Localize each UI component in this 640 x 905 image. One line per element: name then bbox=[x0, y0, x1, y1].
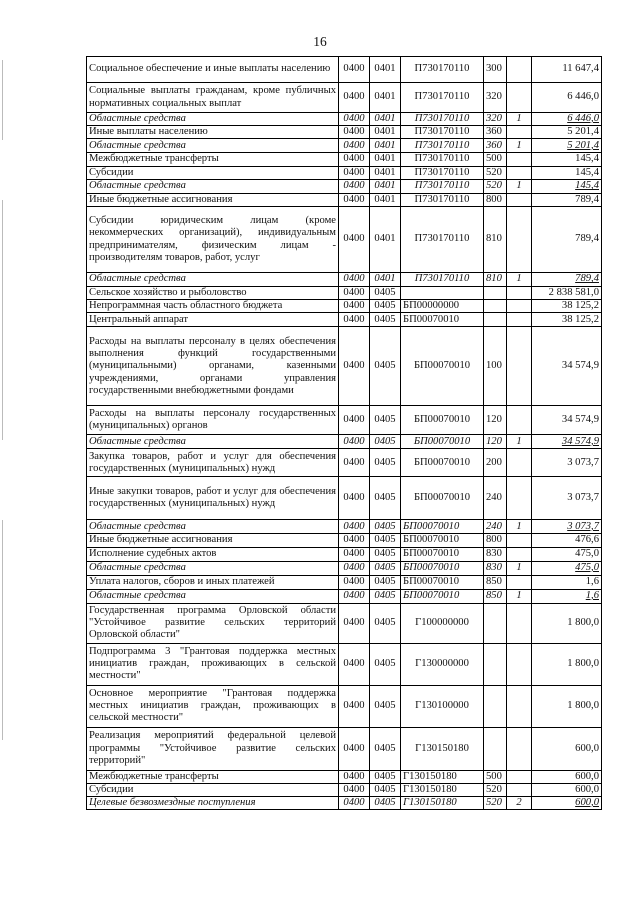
expense-type-cell: 520 bbox=[484, 783, 507, 796]
amount-cell: 475,0 bbox=[532, 561, 602, 575]
item-name-cell: Иные выплаты населению bbox=[87, 126, 339, 139]
table-row bbox=[87, 727, 602, 770]
target-article-cell: П730170110 bbox=[401, 166, 484, 179]
subsection-code-cell: 0405 bbox=[370, 770, 401, 783]
budget-table-body bbox=[87, 57, 602, 810]
item-name-cell: Областные средства bbox=[87, 520, 339, 534]
target-article-cell: БП00070010 bbox=[401, 520, 484, 534]
funding-source-cell bbox=[507, 449, 532, 477]
section-code-cell: 0400 bbox=[339, 520, 370, 534]
item-name-cell: Субсидии юридическим лицам (кроме некоммерческих организаций), индивидуальным предпринимателям, физическим лицам - производителям товаров, работ, услуг bbox=[87, 207, 339, 273]
expense-type-cell: 320 bbox=[484, 113, 507, 126]
funding-source-cell: 1 bbox=[507, 113, 532, 126]
target-article-cell: БП00070010 bbox=[401, 561, 484, 575]
target-article-cell: БП00000000 bbox=[401, 300, 484, 313]
expense-type-cell: 500 bbox=[484, 153, 507, 166]
funding-source-cell: 1 bbox=[507, 179, 532, 193]
table-row bbox=[87, 575, 602, 589]
expense-type-cell: 100 bbox=[484, 327, 507, 406]
section-code-cell: 0400 bbox=[339, 193, 370, 206]
table-row bbox=[87, 207, 602, 273]
section-code-cell: 0400 bbox=[339, 166, 370, 179]
table-row bbox=[87, 193, 602, 206]
subsection-code-cell: 0401 bbox=[370, 153, 401, 166]
subsection-code-cell: 0405 bbox=[370, 287, 401, 300]
table-row bbox=[87, 589, 602, 603]
funding-source-cell bbox=[507, 685, 532, 727]
item-name-cell: Расходы на выплаты персоналу государственных (муниципальных) органов bbox=[87, 406, 339, 435]
item-name-cell: Социальное обеспечение и иные выплаты населению bbox=[87, 57, 339, 83]
section-code-cell: 0400 bbox=[339, 561, 370, 575]
section-code-cell: 0400 bbox=[339, 139, 370, 153]
section-code-cell: 0400 bbox=[339, 449, 370, 477]
target-article-cell: П730170110 bbox=[401, 83, 484, 113]
expense-type-cell: 120 bbox=[484, 435, 507, 449]
expense-type-cell: 240 bbox=[484, 477, 507, 520]
amount-cell: 600,0 bbox=[532, 797, 602, 810]
target-article-cell: БП00070010 bbox=[401, 477, 484, 520]
section-code-cell: 0400 bbox=[339, 153, 370, 166]
item-name-cell: Непрограммная часть областного бюджета bbox=[87, 300, 339, 313]
expense-type-cell: 360 bbox=[484, 139, 507, 153]
target-article-cell: П730170110 bbox=[401, 273, 484, 287]
table-row bbox=[87, 166, 602, 179]
target-article-cell: Г100000000 bbox=[401, 603, 484, 643]
table-row bbox=[87, 547, 602, 561]
expense-type-cell: 830 bbox=[484, 561, 507, 575]
amount-cell: 6 446,0 bbox=[532, 83, 602, 113]
section-code-cell: 0400 bbox=[339, 126, 370, 139]
amount-cell: 145,4 bbox=[532, 179, 602, 193]
amount-cell: 6 446,0 bbox=[532, 113, 602, 126]
item-name-cell: Областные средства bbox=[87, 273, 339, 287]
amount-cell: 34 574,9 bbox=[532, 435, 602, 449]
table-row bbox=[87, 287, 602, 300]
item-name-cell: Межбюджетные трансферты bbox=[87, 153, 339, 166]
subsection-code-cell: 0405 bbox=[370, 589, 401, 603]
item-name-cell: Реализация мероприятий федеральной целевой программы "Устойчивое развитие сельских территорий" bbox=[87, 727, 339, 770]
funding-source-cell bbox=[507, 300, 532, 313]
table-row bbox=[87, 327, 602, 406]
expense-type-cell: 850 bbox=[484, 575, 507, 589]
subsection-code-cell: 0405 bbox=[370, 603, 401, 643]
table-row bbox=[87, 273, 602, 287]
item-name-cell: Областные средства bbox=[87, 179, 339, 193]
section-code-cell: 0400 bbox=[339, 534, 370, 547]
funding-source-cell bbox=[507, 603, 532, 643]
section-code-cell: 0400 bbox=[339, 643, 370, 685]
item-name-cell: Субсидии bbox=[87, 783, 339, 796]
target-article-cell: БП00070010 bbox=[401, 435, 484, 449]
amount-cell: 1 800,0 bbox=[532, 603, 602, 643]
item-name-cell: Основное мероприятие "Грантовая поддержка местных инициатив граждан, проживающих в сельской местности" bbox=[87, 685, 339, 727]
subsection-code-cell: 0405 bbox=[370, 685, 401, 727]
expense-type-cell: 520 bbox=[484, 797, 507, 810]
amount-cell: 34 574,9 bbox=[532, 406, 602, 435]
expense-type-cell bbox=[484, 685, 507, 727]
target-article-cell: П730170110 bbox=[401, 153, 484, 166]
funding-source-cell bbox=[507, 313, 532, 327]
subsection-code-cell: 0401 bbox=[370, 179, 401, 193]
expense-type-cell: 500 bbox=[484, 770, 507, 783]
item-name-cell: Областные средства bbox=[87, 561, 339, 575]
target-article-cell: БП00070010 bbox=[401, 327, 484, 406]
amount-cell: 3 073,7 bbox=[532, 520, 602, 534]
target-article-cell: БП00070010 bbox=[401, 406, 484, 435]
expense-type-cell: 320 bbox=[484, 83, 507, 113]
section-code-cell: 0400 bbox=[339, 300, 370, 313]
item-name-cell: Закупка товаров, работ и услуг для обеспечения государственных (муниципальных) нужд bbox=[87, 449, 339, 477]
subsection-code-cell: 0405 bbox=[370, 520, 401, 534]
funding-source-cell bbox=[507, 207, 532, 273]
section-code-cell: 0400 bbox=[339, 113, 370, 126]
expense-type-cell bbox=[484, 313, 507, 327]
item-name-cell: Областные средства bbox=[87, 113, 339, 126]
amount-cell: 476,6 bbox=[532, 534, 602, 547]
amount-cell: 38 125,2 bbox=[532, 313, 602, 327]
item-name-cell: Целевые безвозмездные поступления bbox=[87, 797, 339, 810]
expense-type-cell: 800 bbox=[484, 534, 507, 547]
target-article-cell: П730170110 bbox=[401, 139, 484, 153]
table-row bbox=[87, 179, 602, 193]
target-article-cell: БП00070010 bbox=[401, 534, 484, 547]
subsection-code-cell: 0401 bbox=[370, 193, 401, 206]
target-article-cell: П730170110 bbox=[401, 57, 484, 83]
subsection-code-cell: 0405 bbox=[370, 727, 401, 770]
funding-source-cell bbox=[507, 643, 532, 685]
table-row bbox=[87, 83, 602, 113]
table-row bbox=[87, 406, 602, 435]
amount-cell: 1 800,0 bbox=[532, 643, 602, 685]
amount-cell: 600,0 bbox=[532, 770, 602, 783]
target-article-cell: П730170110 bbox=[401, 126, 484, 139]
table-row bbox=[87, 685, 602, 727]
expense-type-cell bbox=[484, 727, 507, 770]
section-code-cell: 0400 bbox=[339, 273, 370, 287]
expense-type-cell: 360 bbox=[484, 126, 507, 139]
subsection-code-cell: 0405 bbox=[370, 406, 401, 435]
table-row bbox=[87, 435, 602, 449]
subsection-code-cell: 0401 bbox=[370, 113, 401, 126]
table-row bbox=[87, 520, 602, 534]
table-row bbox=[87, 561, 602, 575]
item-name-cell: Межбюджетные трансферты bbox=[87, 770, 339, 783]
funding-source-cell bbox=[507, 477, 532, 520]
funding-source-cell bbox=[507, 575, 532, 589]
item-name-cell: Центральный аппарат bbox=[87, 313, 339, 327]
subsection-code-cell: 0401 bbox=[370, 126, 401, 139]
scan-edge-mark bbox=[2, 200, 3, 440]
expense-type-cell: 520 bbox=[484, 166, 507, 179]
subsection-code-cell: 0405 bbox=[370, 547, 401, 561]
funding-source-cell bbox=[507, 770, 532, 783]
item-name-cell: Подпрограмма 3 "Грантовая поддержка местных инициатив граждан, проживающих в сельской местности" bbox=[87, 643, 339, 685]
expense-type-cell: 800 bbox=[484, 193, 507, 206]
item-name-cell: Областные средства bbox=[87, 435, 339, 449]
item-name-cell: Социальные выплаты гражданам, кроме публичных нормативных социальных выплат bbox=[87, 83, 339, 113]
subsection-code-cell: 0405 bbox=[370, 435, 401, 449]
section-code-cell: 0400 bbox=[339, 685, 370, 727]
amount-cell: 789,4 bbox=[532, 273, 602, 287]
amount-cell: 34 574,9 bbox=[532, 327, 602, 406]
amount-cell: 38 125,2 bbox=[532, 300, 602, 313]
item-name-cell: Областные средства bbox=[87, 589, 339, 603]
scan-edge-mark bbox=[2, 60, 3, 140]
subsection-code-cell: 0405 bbox=[370, 643, 401, 685]
section-code-cell: 0400 bbox=[339, 783, 370, 796]
section-code-cell: 0400 bbox=[339, 575, 370, 589]
table-row bbox=[87, 783, 602, 796]
section-code-cell: 0400 bbox=[339, 83, 370, 113]
table-row bbox=[87, 770, 602, 783]
funding-source-cell: 1 bbox=[507, 561, 532, 575]
table-row bbox=[87, 113, 602, 126]
table-row bbox=[87, 313, 602, 327]
scan-edge-mark bbox=[2, 520, 3, 740]
target-article-cell: БП00070010 bbox=[401, 313, 484, 327]
subsection-code-cell: 0405 bbox=[370, 313, 401, 327]
expense-type-cell bbox=[484, 287, 507, 300]
expense-type-cell: 810 bbox=[484, 273, 507, 287]
table-row bbox=[87, 534, 602, 547]
item-name-cell: Государственная программа Орловской области "Устойчивое развитие сельских территорий Орловской области" bbox=[87, 603, 339, 643]
item-name-cell: Иные бюджетные ассигнования bbox=[87, 193, 339, 206]
funding-source-cell: 2 bbox=[507, 797, 532, 810]
section-code-cell: 0400 bbox=[339, 327, 370, 406]
table-row bbox=[87, 300, 602, 313]
target-article-cell: Г130150180 bbox=[401, 783, 484, 796]
funding-source-cell bbox=[507, 547, 532, 561]
target-article-cell: БП00070010 bbox=[401, 575, 484, 589]
item-name-cell: Уплата налогов, сборов и иных платежей bbox=[87, 575, 339, 589]
section-code-cell: 0400 bbox=[339, 406, 370, 435]
subsection-code-cell: 0405 bbox=[370, 477, 401, 520]
amount-cell: 11 647,4 bbox=[532, 57, 602, 83]
expense-type-cell: 520 bbox=[484, 179, 507, 193]
expense-type-cell: 240 bbox=[484, 520, 507, 534]
amount-cell: 5 201,4 bbox=[532, 139, 602, 153]
target-article-cell: БП00070010 bbox=[401, 449, 484, 477]
target-article-cell: БП00070010 bbox=[401, 589, 484, 603]
amount-cell: 3 073,7 bbox=[532, 449, 602, 477]
section-code-cell: 0400 bbox=[339, 207, 370, 273]
target-article-cell bbox=[401, 287, 484, 300]
funding-source-cell bbox=[507, 327, 532, 406]
section-code-cell: 0400 bbox=[339, 770, 370, 783]
table-row bbox=[87, 139, 602, 153]
item-name-cell: Иные закупки товаров, работ и услуг для обеспечения государственных (муниципальных) нужд bbox=[87, 477, 339, 520]
table-row bbox=[87, 477, 602, 520]
item-name-cell: Областные средства bbox=[87, 139, 339, 153]
item-name-cell: Сельское хозяйство и рыболовство bbox=[87, 287, 339, 300]
table-row bbox=[87, 57, 602, 83]
amount-cell: 789,4 bbox=[532, 193, 602, 206]
target-article-cell: Г130150180 bbox=[401, 770, 484, 783]
target-article-cell: Г130150180 bbox=[401, 797, 484, 810]
funding-source-cell: 1 bbox=[507, 520, 532, 534]
section-code-cell: 0400 bbox=[339, 603, 370, 643]
amount-cell: 5 201,4 bbox=[532, 126, 602, 139]
subsection-code-cell: 0405 bbox=[370, 327, 401, 406]
funding-source-cell: 1 bbox=[507, 435, 532, 449]
expense-type-cell bbox=[484, 643, 507, 685]
amount-cell: 475,0 bbox=[532, 547, 602, 561]
funding-source-cell bbox=[507, 166, 532, 179]
section-code-cell: 0400 bbox=[339, 435, 370, 449]
subsection-code-cell: 0405 bbox=[370, 797, 401, 810]
table-row bbox=[87, 603, 602, 643]
subsection-code-cell: 0405 bbox=[370, 300, 401, 313]
expense-type-cell: 810 bbox=[484, 207, 507, 273]
target-article-cell: Г130150180 bbox=[401, 727, 484, 770]
table-row bbox=[87, 153, 602, 166]
table-row bbox=[87, 449, 602, 477]
subsection-code-cell: 0405 bbox=[370, 561, 401, 575]
section-code-cell: 0400 bbox=[339, 547, 370, 561]
expense-type-cell: 300 bbox=[484, 57, 507, 83]
amount-cell: 600,0 bbox=[532, 727, 602, 770]
expense-type-cell bbox=[484, 300, 507, 313]
table-row bbox=[87, 126, 602, 139]
subsection-code-cell: 0401 bbox=[370, 207, 401, 273]
target-article-cell: П730170110 bbox=[401, 193, 484, 206]
amount-cell: 145,4 bbox=[532, 166, 602, 179]
funding-source-cell bbox=[507, 57, 532, 83]
target-article-cell: П730170110 bbox=[401, 179, 484, 193]
section-code-cell: 0400 bbox=[339, 313, 370, 327]
subsection-code-cell: 0405 bbox=[370, 575, 401, 589]
section-code-cell: 0400 bbox=[339, 477, 370, 520]
section-code-cell: 0400 bbox=[339, 57, 370, 83]
section-code-cell: 0400 bbox=[339, 797, 370, 810]
item-name-cell: Субсидии bbox=[87, 166, 339, 179]
funding-source-cell bbox=[507, 534, 532, 547]
table-row bbox=[87, 643, 602, 685]
amount-cell: 3 073,7 bbox=[532, 477, 602, 520]
subsection-code-cell: 0401 bbox=[370, 57, 401, 83]
target-article-cell: Г130100000 bbox=[401, 685, 484, 727]
expense-type-cell: 200 bbox=[484, 449, 507, 477]
funding-source-cell bbox=[507, 193, 532, 206]
amount-cell: 600,0 bbox=[532, 783, 602, 796]
funding-source-cell bbox=[507, 783, 532, 796]
budget-table bbox=[86, 56, 602, 810]
amount-cell: 1 800,0 bbox=[532, 685, 602, 727]
subsection-code-cell: 0401 bbox=[370, 166, 401, 179]
amount-cell: 789,4 bbox=[532, 207, 602, 273]
item-name-cell: Расходы на выплаты персоналу в целях обеспечения выполнения функций государственными (муниципальными) органами, казенными учреждениями, органами управления государственными внебюджетными фондами bbox=[87, 327, 339, 406]
funding-source-cell bbox=[507, 406, 532, 435]
item-name-cell: Иные бюджетные ассигнования bbox=[87, 534, 339, 547]
funding-source-cell bbox=[507, 287, 532, 300]
expense-type-cell: 120 bbox=[484, 406, 507, 435]
amount-cell: 1,6 bbox=[532, 589, 602, 603]
target-article-cell: П730170110 bbox=[401, 113, 484, 126]
item-name-cell: Исполнение судебных актов bbox=[87, 547, 339, 561]
funding-source-cell: 1 bbox=[507, 589, 532, 603]
expense-type-cell: 830 bbox=[484, 547, 507, 561]
funding-source-cell bbox=[507, 83, 532, 113]
subsection-code-cell: 0401 bbox=[370, 139, 401, 153]
section-code-cell: 0400 bbox=[339, 179, 370, 193]
section-code-cell: 0400 bbox=[339, 727, 370, 770]
amount-cell: 1,6 bbox=[532, 575, 602, 589]
funding-source-cell: 1 bbox=[507, 139, 532, 153]
funding-source-cell bbox=[507, 727, 532, 770]
amount-cell: 145,4 bbox=[532, 153, 602, 166]
subsection-code-cell: 0401 bbox=[370, 273, 401, 287]
section-code-cell: 0400 bbox=[339, 589, 370, 603]
table-row bbox=[87, 797, 602, 810]
expense-type-cell: 850 bbox=[484, 589, 507, 603]
target-article-cell: Г130000000 bbox=[401, 643, 484, 685]
expense-type-cell bbox=[484, 603, 507, 643]
target-article-cell: БП00070010 bbox=[401, 547, 484, 561]
subsection-code-cell: 0405 bbox=[370, 534, 401, 547]
subsection-code-cell: 0405 bbox=[370, 783, 401, 796]
subsection-code-cell: 0401 bbox=[370, 83, 401, 113]
subsection-code-cell: 0405 bbox=[370, 449, 401, 477]
target-article-cell: П730170110 bbox=[401, 207, 484, 273]
funding-source-cell: 1 bbox=[507, 273, 532, 287]
funding-source-cell bbox=[507, 153, 532, 166]
section-code-cell: 0400 bbox=[339, 287, 370, 300]
page-number: 16 bbox=[313, 34, 327, 49]
funding-source-cell bbox=[507, 126, 532, 139]
amount-cell: 2 838 581,0 bbox=[532, 287, 602, 300]
